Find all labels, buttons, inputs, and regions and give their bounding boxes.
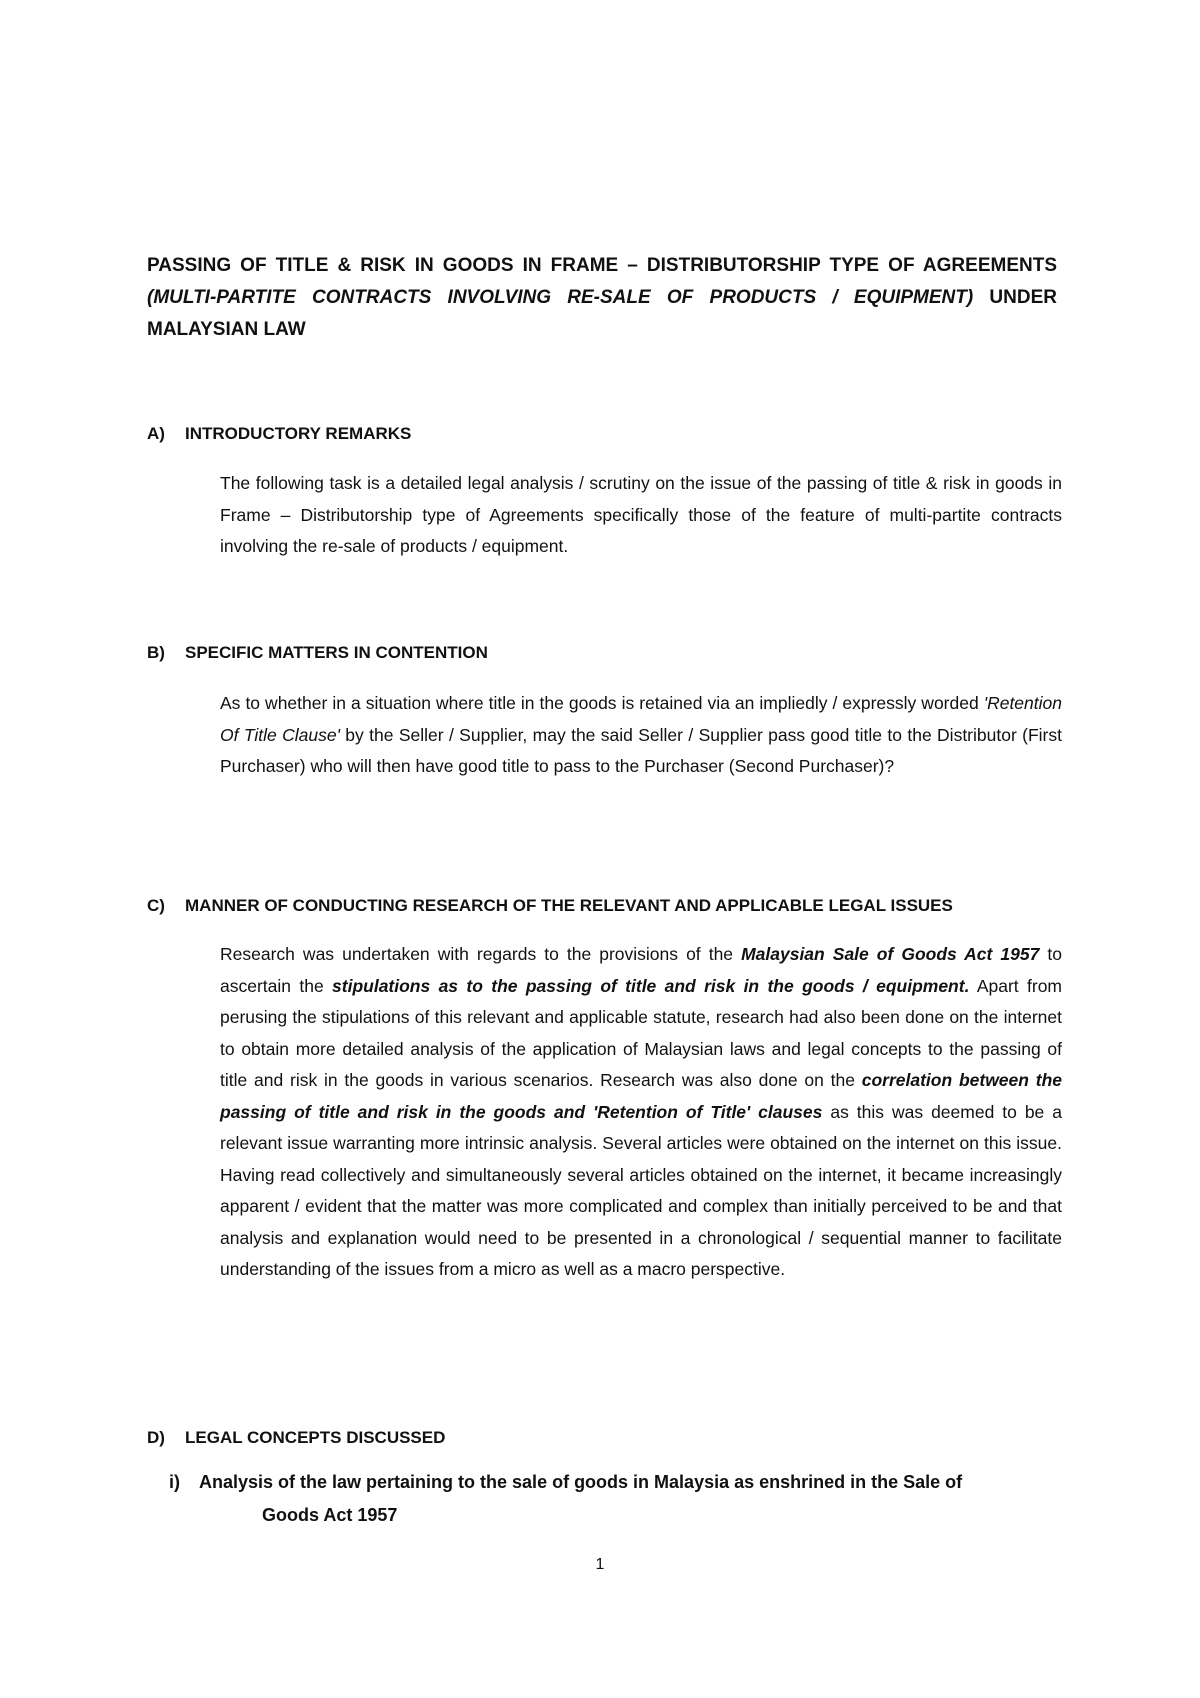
subsection-heading-line1: Analysis of the law pertaining to the sale of goods in Malaysia as enshrined in the Sale of xyxy=(199,1472,963,1492)
title-text-end: UNDER MALAYSIAN LAW xyxy=(147,287,1057,340)
subsection-label: i) xyxy=(169,1472,180,1492)
section-d-heading xyxy=(147,1426,1047,1450)
section-heading-text: INTRODUCTORY REMARKS xyxy=(185,424,412,443)
section-b-paragraph xyxy=(220,688,1062,783)
paragraph-text: as this was deemed to be a relevant issue warranting more intrinsic analysis. Several articles were obtained on the internet on this issue. Having read collectively and simultaneously several articles obtained on the internet, it became increasingly apparent / evident that the matter was more complicated and complex than initially perceived to be and that analysis and explanation would need to be presented in a chronological / sequential manner to facilitate understanding of the issues from a micro as well as a macro perspective. xyxy=(220,1101,1062,1279)
paragraph-text: to ascertain the xyxy=(220,944,1062,996)
paragraph-bold-italic-text: correlation between the passing of title and risk in the goods and 'Retention of Title' clauses xyxy=(220,1070,1062,1122)
subsection-i xyxy=(147,1466,1062,1532)
section-heading-text: MANNER OF CONDUCTING RESEARCH OF THE RELEVANT AND APPLICABLE LEGAL ISSUES xyxy=(185,896,953,915)
section-label: A) xyxy=(147,424,165,443)
title-italic-text: (MULTI-PARTITE CONTRACTS INVOLVING RE-SALE OF PRODUCTS / EQUIPMENT) xyxy=(147,287,974,308)
section-label: D) xyxy=(147,1428,165,1447)
paragraph-bold-italic-text: stipulations as to the passing of title and risk in the goods / equipment. xyxy=(332,975,970,996)
title-text: PASSING OF TITLE & RISK IN GOODS IN FRAME – DISTRIBUTORSHIP TYPE OF AGREEMENTS xyxy=(147,255,1057,276)
document-title xyxy=(147,250,1057,346)
section-label: B) xyxy=(147,643,165,662)
paragraph-bold-italic-text: Malaysian Sale of Goods Act 1957 xyxy=(741,944,1040,964)
section-heading-text: LEGAL CONCEPTS DISCUSSED xyxy=(185,1428,446,1447)
section-a-heading xyxy=(147,422,1047,446)
section-label: C) xyxy=(147,896,165,915)
paragraph-italic-text: 'Retention Of Title Clause' xyxy=(220,693,1062,745)
section-heading-text: SPECIFIC MATTERS IN CONTENTION xyxy=(185,643,488,662)
paragraph-text: by the Seller / Supplier, may the said Seller / Supplier pass good title to the Distributor (First Purchaser) who will then have good title to pass to the Purchaser (Second Purchaser)? xyxy=(220,724,1062,776)
section-c-heading xyxy=(147,894,1047,918)
paragraph-text: As to whether in a situation where title in the goods is retained via an impliedly / expressly worded xyxy=(220,693,984,713)
page-number: 1 xyxy=(595,1556,605,1573)
paragraph-text: Apart from perusing the stipulations of this relevant and applicable statute, research had also been done on the internet to obtain more detailed analysis of the application of Malaysian laws and legal concepts to the passing of title and risk in the goods in various scenarios. Research was also done on the xyxy=(220,975,1063,1090)
section-c-paragraph xyxy=(220,939,1062,1286)
subsection-heading-line2: Goods Act 1957 xyxy=(262,1505,398,1525)
section-a-paragraph: The following task is a detailed legal analysis / scrutiny on the issue of the passing of title & risk in goods in Frame – Distributorship type of Agreements specifically those of the feature of multi-partite contracts involving the re-sale of products / equipment. xyxy=(220,473,1062,556)
section-b-heading xyxy=(147,641,1047,665)
paragraph-text: Research was undertaken with regards to the provisions of the xyxy=(220,944,742,964)
